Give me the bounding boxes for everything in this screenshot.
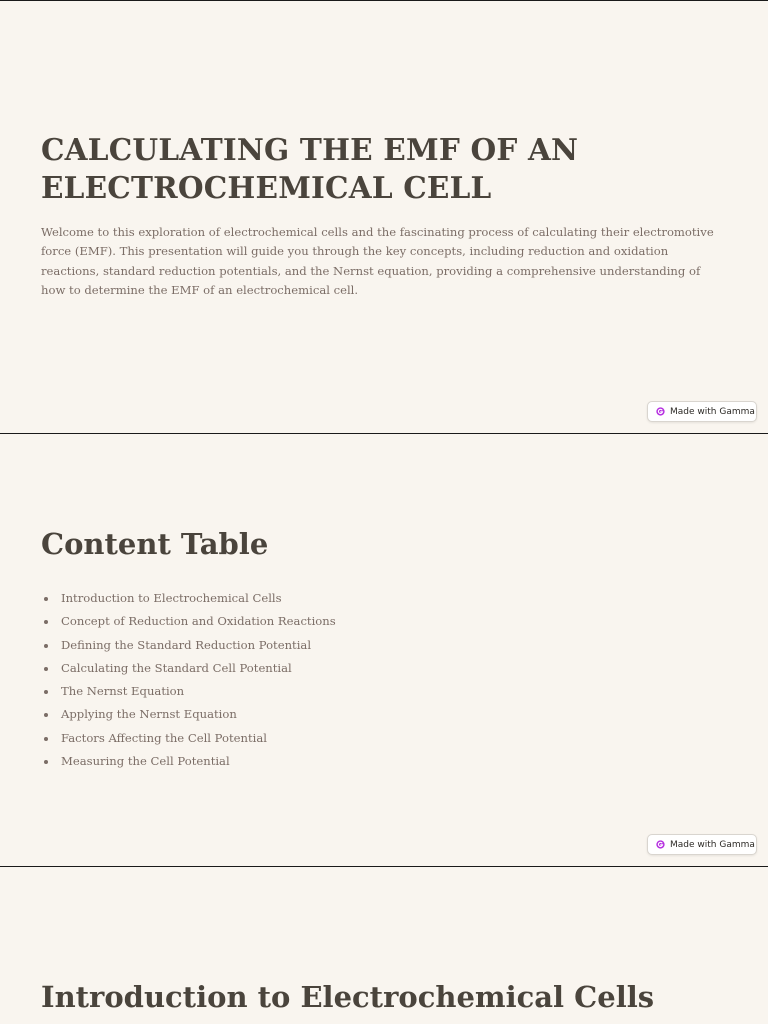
bullet-dot <box>44 690 48 694</box>
list-item-label: Calculating the Standard Cell Potential <box>61 660 292 675</box>
slide-title <box>0 1 768 433</box>
introduction-heading: Introduction to Electrochemical Cells <box>41 980 655 1014</box>
list-item-label: Defining the Standard Reduction Potential <box>61 637 312 652</box>
list-item <box>41 750 336 773</box>
content-table-heading: Content Table <box>41 527 269 561</box>
list-item <box>41 587 336 610</box>
bullet-dot <box>44 620 48 624</box>
presentation-title: CALCULATING THE EMF OF AN ELECTROCHEMICAL CELL <box>41 132 579 205</box>
list-item-label: Concept of Reduction and Oxidation Reactions <box>61 614 336 629</box>
list-item-label: Applying the Nernst Equation <box>61 707 237 722</box>
bullet-dot <box>44 737 48 741</box>
list-item-label: The Nernst Equation <box>61 684 185 699</box>
bullet-dot <box>44 760 48 764</box>
gamma-logo-icon <box>656 840 665 849</box>
list-item-label: Measuring the Cell Potential <box>61 754 230 769</box>
list-item <box>41 634 336 657</box>
list-item <box>41 610 336 633</box>
list-item <box>41 703 336 726</box>
slide-introduction <box>0 867 768 1024</box>
content-table-list <box>41 587 336 773</box>
list-item <box>41 680 336 703</box>
slide-content-table <box>0 434 768 866</box>
made-with-gamma-button[interactable] <box>647 834 757 855</box>
list-item <box>41 727 336 750</box>
intro-paragraph: Welcome to this exploration of electrochemical cells and the fascinating process of calculating their electromotive force (EMF). This presentation will guide you through the key concepts, including reduction and oxidation reactions, standard reduction potentials, and the Nernst equation, providing a comprehensive understanding of how to determine the EMF of an electrochemical cell. <box>41 225 714 297</box>
gamma-logo-icon <box>656 407 665 416</box>
bullet-dot <box>44 667 48 671</box>
bullet-dot <box>44 713 48 717</box>
bullet-dot <box>44 597 48 601</box>
bullet-dot <box>44 644 48 648</box>
list-item-label: Factors Affecting the Cell Potential <box>61 730 267 745</box>
made-with-gamma-button[interactable] <box>647 401 757 422</box>
badge-label: Made with Gamma <box>670 839 755 850</box>
badge-label: Made with Gamma <box>670 406 755 417</box>
list-item <box>41 657 336 680</box>
list-item-label: Introduction to Electrochemical Cells <box>61 591 282 605</box>
